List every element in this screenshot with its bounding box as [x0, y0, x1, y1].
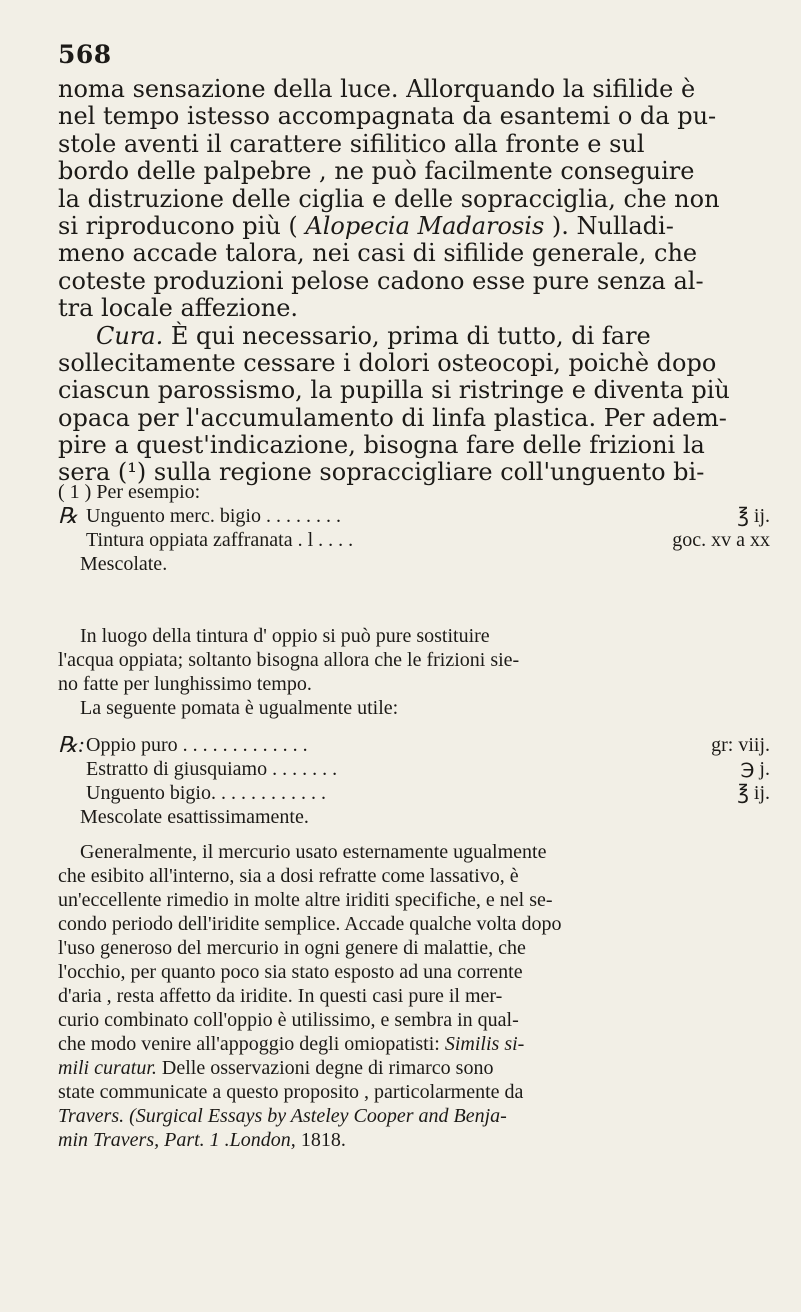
text-line: coteste produzioni pelose cadono esse pure senza al- — [58, 266, 704, 295]
recipe-row — [58, 757, 770, 781]
text-line: La seguente pomata è ugualmente utile: — [80, 697, 399, 719]
text-line — [58, 323, 770, 350]
text-line: l'acqua oppiata; soltanto bisogna allora che le frizioni sie- — [58, 649, 520, 671]
text-line: nel tempo istesso accompagnata da esantemi o da pu- — [58, 102, 717, 131]
text-line: ciascun parossismo, la pupilla si ristringe e diventa più — [58, 376, 730, 405]
text-line: condo periodo dell'iridite semplice. Accade qualche volta dopo — [58, 913, 562, 935]
text-line: pire a quest'indicazione, bisogna fare delle frizioni la — [58, 431, 705, 460]
recipe-ingredient: Unguento bigio. . . . . . . . . . . . — [86, 782, 326, 804]
text-line-tail: Delle osservazioni degne di rimarco sono — [156, 1057, 494, 1079]
latin-phrase: mili curatur. — [58, 1057, 157, 1079]
recipe-symbol — [58, 781, 86, 805]
text-line: no fatte per lunghissimo tempo. — [58, 673, 312, 695]
recipe-quantity: gr: viij. — [711, 734, 770, 756]
recipe-quantity: ℥ ij. — [737, 505, 770, 527]
text-line: un'eccellente rimedio in molte altre iriditi specifiche, e nel se- — [58, 889, 553, 911]
citation-text: min Travers, Part. 1 .London, — [58, 1129, 296, 1151]
text-line: bordo delle palpebre , ne può facilmente conseguire — [58, 157, 695, 186]
text-line: sollecitamente cessare i dolori osteocopi, poichè dopo — [58, 348, 717, 377]
recipe-instruction: Mescolate esattissimamente. — [80, 806, 309, 828]
text-line: l'occhio, per quanto poco sia stato esposto ad una corrente — [58, 961, 523, 983]
recipe-symbol: ℞ — [58, 503, 78, 528]
recipe-instruction: Mescolate. — [80, 553, 168, 575]
text-line: noma sensazione della luce. Allorquando la sifilide è — [58, 75, 696, 103]
recipe-quantity: goc. xv a xx — [672, 529, 770, 551]
text-line: che esibito all'interno, sia a dosi refratte come lassativo, è — [58, 865, 519, 887]
text-line: Generalmente, il mercurio usato esternamente ugualmente — [80, 841, 547, 863]
recipe-symbol — [58, 528, 86, 552]
footnote-paragraph-2 — [58, 624, 770, 720]
recipe-symbol: ℞: — [58, 732, 86, 757]
text-line — [58, 1032, 770, 1056]
recipe-ingredient: Unguento merc. bigio . . . . . . . . — [86, 505, 341, 527]
text-line: tra locale affezione. — [58, 294, 299, 323]
main-text — [58, 76, 770, 487]
text-line: curio combinato coll'oppio è utilissimo, e sembra in qual- — [58, 1009, 519, 1031]
recipe-ingredient: Oppio puro . . . . . . . . . . . . . — [86, 734, 308, 756]
recipe-row — [58, 781, 770, 805]
text-line: stole aventi il carattere sifilitico alla fronte e sul — [58, 129, 645, 158]
citation-line: Travers. (Surgical Essays by Asteley Cooper and Benja- — [58, 1105, 507, 1127]
latin-phrase: Similis si- — [444, 1033, 525, 1055]
recipe-ingredient: Tintura oppiata zaffranata . l . . . . — [86, 529, 354, 551]
citation-line — [58, 1128, 770, 1152]
citation-year: 1818. — [295, 1129, 346, 1151]
recipe-quantity: ℈ j. — [740, 758, 770, 780]
recipe-ingredient: Estratto di giusquiamo . . . . . . . — [86, 758, 338, 780]
text-line: d'aria , resta affetto da iridite. In questi casi pure il mer- — [58, 985, 503, 1007]
recipe-row — [58, 528, 770, 552]
text-line: sera (¹) sulla regione sopraccigliare coll'unguento bi- — [58, 458, 705, 487]
text-line: l'uso generoso del mercurio in ogni genere di malattie, che — [58, 937, 526, 959]
text-line — [58, 1056, 770, 1080]
text-line — [58, 213, 770, 240]
footnote-paragraph-3 — [58, 840, 770, 1152]
text-line: meno accade talora, nei casi di sifilide generale, che — [58, 239, 698, 268]
page-number: 568 — [58, 40, 112, 69]
footnote-recipe-2 — [58, 733, 770, 829]
cura-heading: Cura. — [96, 321, 164, 350]
footnote-recipe-1 — [58, 480, 770, 576]
text-line: la distruzione delle ciglia e delle sopracciglia, che non — [58, 184, 720, 213]
text-line: state communicate a questo proposito , particolarmente da — [58, 1081, 524, 1103]
footnote-marker: ( 1 ) Per esempio: — [58, 481, 201, 503]
recipe-symbol — [58, 757, 86, 781]
text-line: In luogo della tintura d' oppio si può pure sostituire — [80, 625, 490, 647]
text-line-head: che modo venire all'appoggio degli omiopatisti: — [58, 1033, 445, 1055]
recipe-quantity: ℥ ij. — [737, 782, 770, 804]
term-alopecia: Alopecia Madarosis — [305, 211, 545, 240]
cura-text: È qui necessario, prima di tutto, di fare — [163, 321, 651, 350]
text-line: opaca per l'accumulamento di linfa plastica. Per adem- — [58, 403, 727, 432]
recipe-row — [58, 504, 770, 528]
text-line-tail: ). Nulladi- — [544, 211, 674, 240]
recipe-row — [58, 733, 770, 757]
text-line-head: si riproducono più ( — [58, 211, 306, 240]
